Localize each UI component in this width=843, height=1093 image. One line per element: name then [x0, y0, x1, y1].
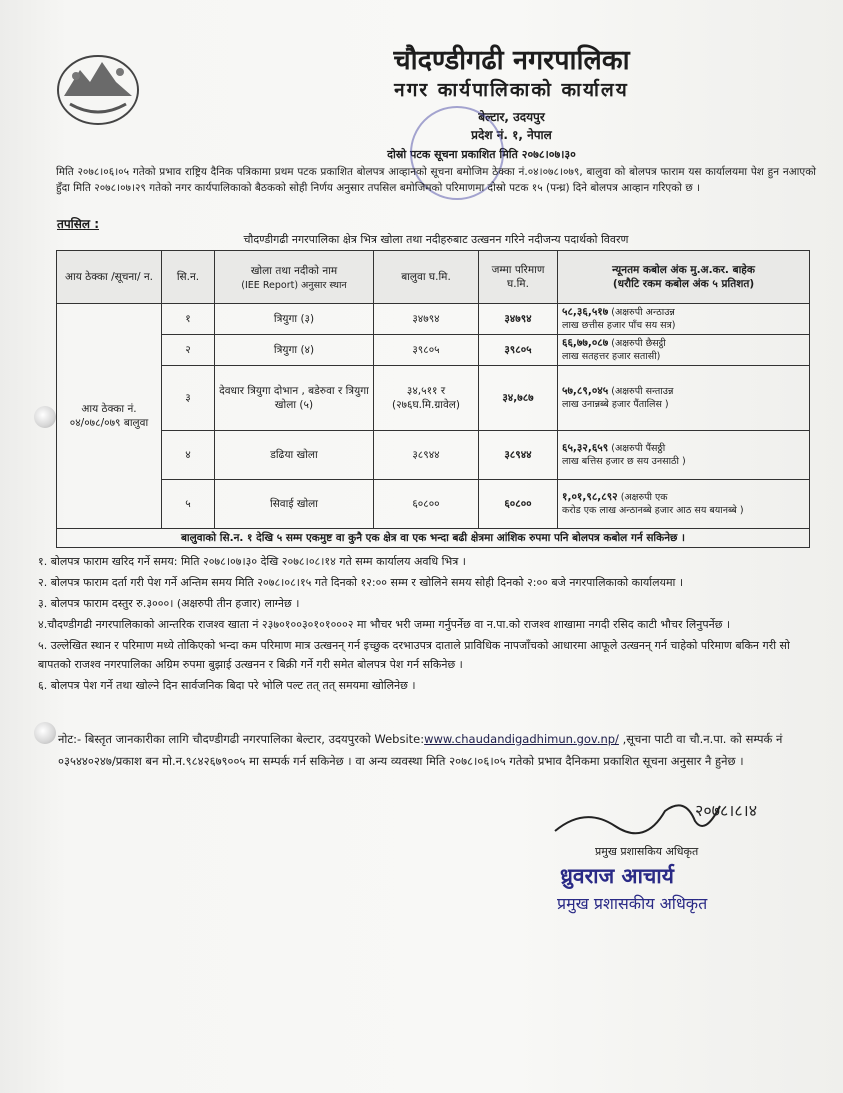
- row-amount: [558, 431, 810, 480]
- row-sn: ३: [162, 366, 215, 431]
- note-post: ,सूचना पाटी वा चौ.न.पा. को सम्पर्क नं ०३५४४०२४७/प्रकाश बन मो.न.९८४२६७९००५ मा सम्पर्क गर्न सकिनेछ । वा अन्य व्यवस्था मिति २०७८।०६।०५ गतेको प्रभाव दैनिकमा प्रकाशित सूचना अनुसार नै हुनेछ ।: [58, 732, 783, 768]
- row-sn: ४: [162, 431, 215, 480]
- table-footer: बालुवाको सि.न. १ देखि ५ सम्म एकमुष्ट वा कुनै एक क्षेत्र वा एक भन्दा बढी क्षेत्रमा आंशिक रुपमा पनि बोलपत्र कबोल गर्न सकिनेछ ।: [57, 529, 810, 548]
- table-row: [57, 335, 810, 366]
- details-label: तपसिल :: [57, 217, 99, 231]
- amount-words-a: (अक्षरुपी अन्ठाउन्न: [611, 307, 675, 318]
- amount-figure: १,०१,९८,८९२: [562, 491, 618, 503]
- amount-words-a: (अक्षरुपी छैसट्ठी: [611, 338, 666, 349]
- table-row: [57, 431, 810, 480]
- contact-note: [58, 728, 818, 772]
- row-total: ३८९४४: [479, 431, 558, 480]
- row-sand-cell: [374, 366, 479, 431]
- table-footer-row: [57, 529, 810, 548]
- office-title: नगर कार्यपालिकाको कार्यालय: [394, 79, 629, 101]
- amount-figure: ५८,३६,५१७: [562, 306, 609, 318]
- amount-words-a: (अक्षरुपी सन्ताउन्न: [611, 386, 674, 397]
- condition-item: १. बोलपत्र फाराम खरिद गर्ने समय: मिति २०७८।०७।३० देखि २०७८।०८।१४ गते सम्म कार्यालय अवधि भित्र ।: [38, 555, 466, 568]
- condition-item: २. बोलपत्र फाराम दर्ता गरी पेश गर्ने अन्तिम समय मिति २०७८।०८।१५ गते दिनको १२:०० सम्म र खोलिने समय सोही दिनको २:०० बजे नगरपालिकाको कार्यालयमा ।: [38, 576, 684, 589]
- org-title: चौदण्डीगढी नगरपालिका: [393, 45, 630, 76]
- condition-item: ५. उल्लेखित स्थान र परिमाण मध्ये तोकिएको भन्दा कम परिमाण मात्र उत्खनन् गर्न इच्छुक दरभाउपत्र दाताले प्राविधिक नापजाँचको आधारमा आफूले उत्खनन् गर्न चाहेको परिमाण बकिन गरी सो बापतको राजश्व नगरपालिका अग्रिम रुपमा बुझाई उत्खनन र बिक्री गर्ने गरी समेत बोलपत्र पेश गर्न सकिनेछ ।: [38, 639, 790, 671]
- row-sn: १: [162, 304, 215, 335]
- table-row: [57, 304, 810, 335]
- amount-figure: ६६,७७,०८७: [562, 337, 609, 349]
- amount-figure: ६५,३२,६५९: [562, 442, 609, 454]
- row-sand: ३४७९४: [374, 304, 479, 335]
- table-caption: चौदण्डीगढी नगरपालिका क्षेत्र भित्र खोला तथा नदीहरुबाट उत्खनन गरिने नदीजन्य पदार्थको विवरण: [243, 233, 629, 246]
- amount-words-a: (अक्षरुपी एक: [620, 492, 668, 503]
- signatory-post: प्रमुख प्रशासकीय अधिकृत: [557, 894, 708, 913]
- row-total: ३९८०५: [479, 335, 558, 366]
- row-river: त्रियुगा (३): [215, 304, 374, 335]
- row-total: ३४,७८७: [479, 366, 558, 431]
- intro-paragraph: मिति २०७८।०६।०५ गतेको प्रभाव राष्ट्रिय दैनिक पत्रिकामा प्रथम पटक प्रकाशित बोलपत्र आव्हानको सूचना बमोजिम ठेक्का नं.०४।०७८।०७९, बालुवा को बोलपत्र फाराम यस कार्यालयमा पेश हुन नआएको हुँदा मिति २०७८।०७।२९ गतेको नगर कार्यपालिकाको बैठकको सोही निर्णय अनुसार तपसिल बमोजिमको परिमाणमा दोस्रो पटक १५ (पन्ध्र) दिने बोलपत्र आव्हान गरिएको छ ।: [56, 166, 816, 194]
- row-river: डढिया खोला: [215, 431, 374, 480]
- col-sand: बालुवा घ.मि.: [374, 251, 479, 304]
- row-amount: [558, 366, 810, 431]
- row-amount: [558, 304, 810, 335]
- col-river-label: खोला तथा नदीको नाम: [250, 264, 338, 277]
- table-row: [57, 480, 810, 529]
- amount-words-b: लाख सतहत्तर हजार सतासी): [562, 351, 661, 362]
- address-line-2: प्रदेश नं. १, नेपाल: [471, 128, 552, 142]
- condition-item: ४.चौदण्डीगढी नगरपालिकाको आन्तरिक राजश्व खाता नं २३७०१००३०१०१०००२ मा भौचर भरी जम्मा गर्नुपर्नेछ वा न.पा.को राजश्व शाखामा नगदी रसिद काटी भौचर लिनुपर्नेछ ।: [38, 618, 731, 631]
- col-amount-sub: (धरौटि रकम कबोल अंक ५ प्रतिशत): [612, 278, 755, 290]
- signatory-name: ध्रुवराज आचार्य: [560, 864, 674, 888]
- amount-words-b: लाख बत्तिस हजार छ सय उनसाठी ): [562, 456, 686, 467]
- row-sand: ६०८००: [374, 480, 479, 529]
- row-river: त्रियुगा (४): [215, 335, 374, 366]
- address-line-1: बेल्टार, उदयपुर: [478, 110, 545, 124]
- tender-table: [56, 250, 810, 548]
- row-river: सिवाई खोला: [215, 480, 374, 529]
- table-header-row: [57, 251, 810, 304]
- row-total: ३४७९४: [479, 304, 558, 335]
- contract-cell: आय ठेक्का नं. ०४/०७८/०७९ बालुवा: [57, 304, 162, 529]
- condition-item: ३. बोलपत्र फाराम दस्तुर रु.३०००। (अक्षरुपी तीन हजार) लाग्नेछ ।: [38, 597, 300, 610]
- row-sn: ५: [162, 480, 215, 529]
- amount-words-b: लाख छत्तीस हजार पाँच सय सत्र): [562, 320, 676, 331]
- col-river-sub: (IEE Report) अनुसार स्थान: [241, 279, 347, 291]
- punch-hole: [34, 406, 56, 428]
- amount-words-a: (अक्षरुपी पैंसठ्ठी: [611, 443, 666, 454]
- signature-date: २०७८।८।४: [695, 801, 758, 820]
- col-amount: [558, 251, 810, 304]
- row-sn: २: [162, 335, 215, 366]
- signatory-title: प्रमुख प्रशासकिय अधिकृत: [595, 845, 699, 858]
- row-sand-extra: (२७६घ.मि.ग्रावेल): [391, 399, 461, 411]
- row-total: ६०८००: [479, 480, 558, 529]
- col-sn: सि.न.: [162, 251, 215, 304]
- punch-hole: [34, 722, 56, 744]
- row-sand: ३४,५११ र: [406, 385, 446, 397]
- col-contract: आय ठेक्का /सूचना/ न.: [57, 251, 162, 304]
- amount-words-b: लाख उनान्नब्बे हजार पैंतालिस ): [562, 399, 669, 410]
- signature-scribble: [545, 786, 775, 846]
- website-link[interactable]: www.chaudandigadhimun.gov.np/: [424, 732, 619, 746]
- notice-subject: दोस्रो पटक सूचना प्रकाशित मिति २०७८।०७।३०: [387, 148, 576, 161]
- row-amount: [558, 480, 810, 529]
- condition-item: ६. बोलपत्र पेश गर्ने तथा खोल्ने दिन सार्वजनिक बिदा परे भोलि पल्ट तत् तत् समयमा खोलिनेछ ।: [38, 679, 416, 692]
- col-river: [215, 251, 374, 304]
- table-row: [57, 366, 810, 431]
- conditions-list: [38, 552, 818, 697]
- amount-words-b: करोड एक लाख अन्ठानब्बे हजार आठ सय बयानब्बे ): [562, 505, 744, 516]
- note-pre: नोट:- बिस्तृत जानकारीका लागि चौदण्डीगढी नगरपालिका बेल्टार, उदयपुरको Website:: [58, 732, 425, 746]
- row-sand: ३९८०५: [374, 335, 479, 366]
- row-sand: ३८९४४: [374, 431, 479, 480]
- col-total: जम्मा परिमाण घ.मि.: [479, 251, 558, 304]
- amount-figure: ५७,८९,०४५: [562, 385, 609, 397]
- row-river: देवधार त्रियुगा दोभान , बडेरुवा र त्रियुगा खोला (५): [215, 366, 374, 431]
- row-amount: [558, 335, 810, 366]
- col-amount-label: न्यूनतम कबोल अंक मु.अ.कर. बाहेक: [612, 264, 755, 276]
